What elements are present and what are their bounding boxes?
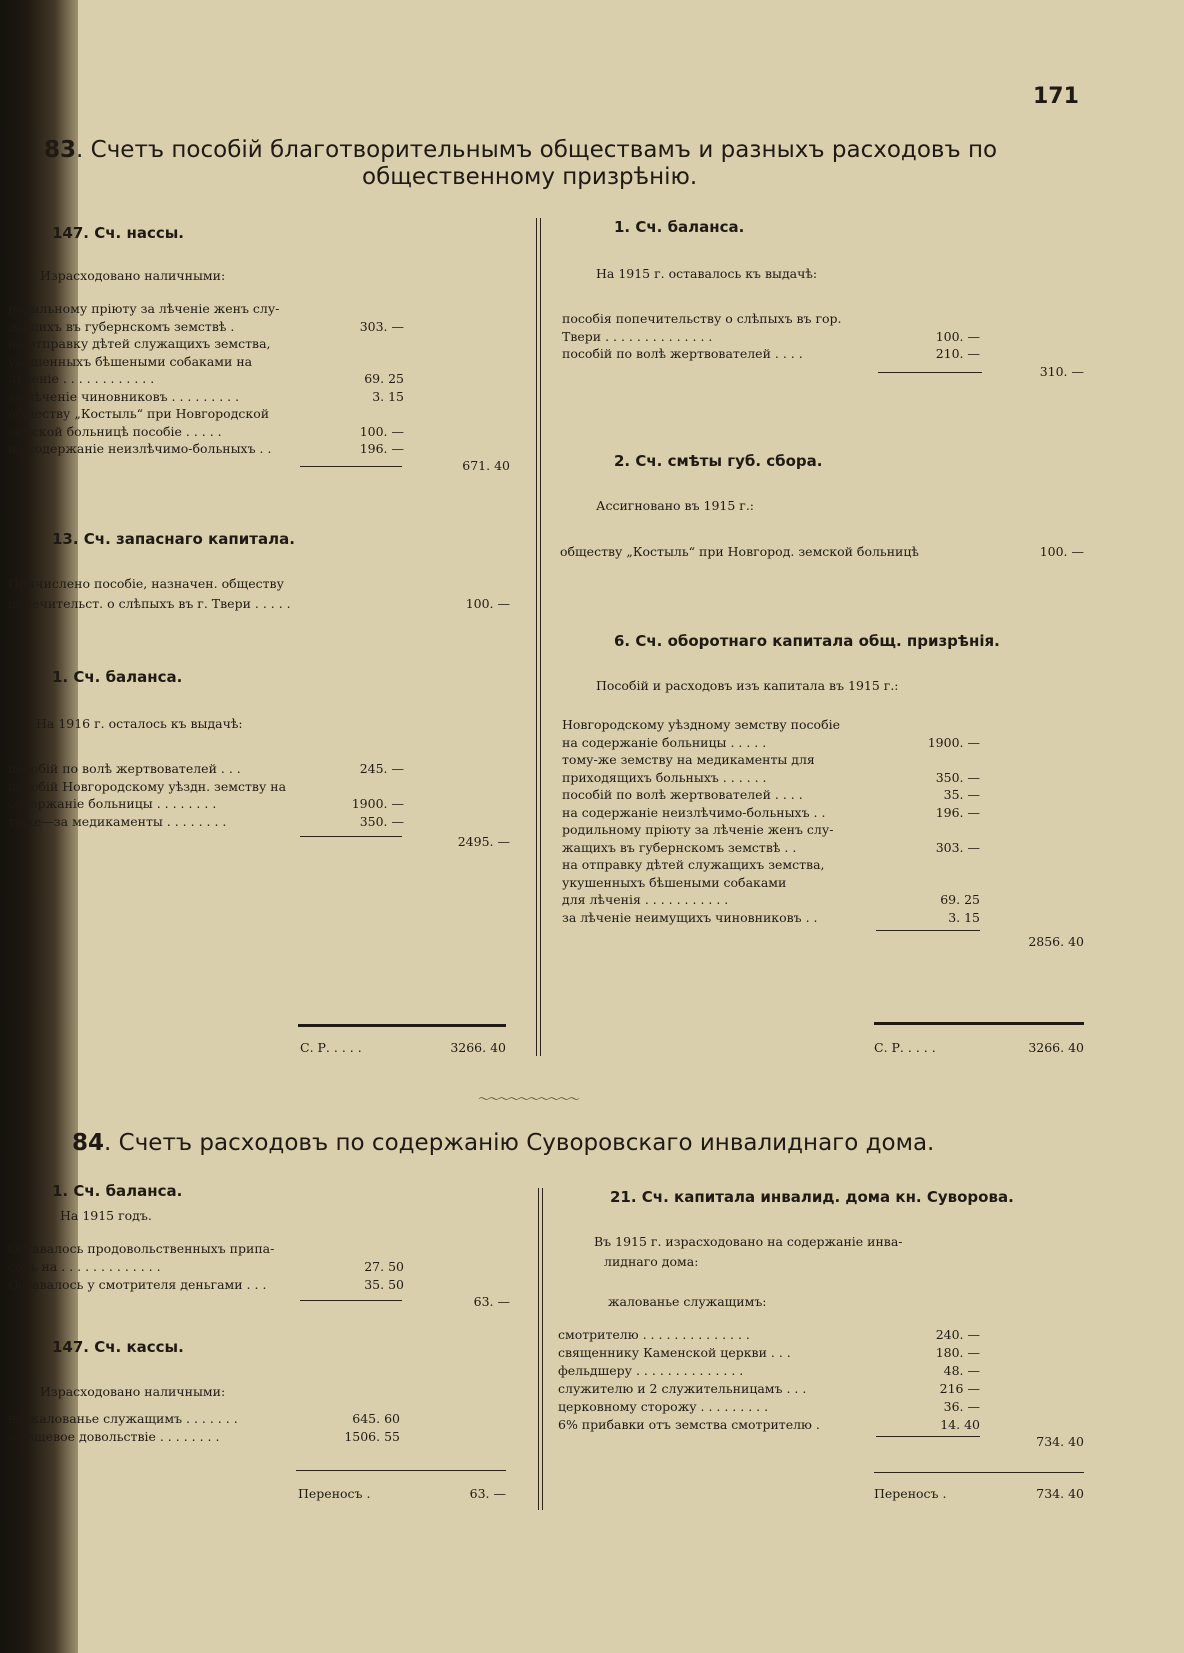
- ledger-row-text: за лѣченіе чиновниковъ . . . . . . . . .: [8, 388, 240, 404]
- acct-147-heading: 147. Сч. нассы.: [52, 224, 184, 242]
- ledger-row-amount: 35. 50: [364, 1277, 404, 1292]
- ledger-row-amount: 48. —: [943, 1363, 980, 1378]
- ledger-row-text: жащихъ въ губернскомъ земствѣ .: [8, 318, 235, 334]
- ledger-row-amount: 35. —: [943, 787, 980, 802]
- ledger-row-text: 6% прибавки отъ земства смотрителю .: [558, 1417, 820, 1432]
- r-acct-2-intro: Ассигновано въ 1915 г.:: [596, 498, 755, 513]
- ledger-row-text: тому-же земству на медикаменты для: [562, 752, 815, 767]
- ledger-row-text: на содержаніе неизлѣчимо-больныхъ . .: [8, 441, 272, 456]
- ledger-row-amount: 1506. 55: [344, 1429, 400, 1444]
- sum-rule: [298, 1024, 506, 1027]
- ledger-row-amount: 100. —: [935, 328, 980, 344]
- r-acct-2-heading: 2. Сч. смѣты губ. сбора.: [614, 452, 823, 470]
- left-sum-label: С. Р. . . . .: [300, 1040, 362, 1055]
- ledger-row-amount: 196. —: [935, 804, 980, 820]
- ledger-row-amount: 100. —: [359, 423, 404, 439]
- r-acct-1-heading: 1. Сч. баланса.: [614, 218, 745, 236]
- ledger-row-text: жащихъ въ губернскомъ земствѣ . .: [562, 839, 797, 855]
- ledger-row-text: на жалованье служащимъ . . . . . . .: [8, 1411, 238, 1426]
- ledger-row-text: смотрителю . . . . . . . . . . . . . .: [558, 1327, 750, 1342]
- subtotal-rule: [878, 372, 982, 373]
- right-sum-label: С. Р. . . . .: [874, 1040, 936, 1055]
- s84-acct-21-sub: жалованье служащимъ:: [608, 1294, 767, 1309]
- ledger-row-text: пособій по волѣ жертвователей . . . .: [562, 346, 803, 361]
- ledger-row-amount: 3. 15: [948, 909, 980, 925]
- ledger-row-text: лѣченіе . . . . . . . . . . . .: [8, 371, 155, 386]
- column-divider: [536, 218, 537, 1056]
- acct-1-heading: 1. Сч. баланса.: [52, 668, 183, 686]
- ledger-row-text: фельдшеру . . . . . . . . . . . . . .: [558, 1363, 744, 1378]
- ledger-row-text: на содержаніе неизлѣчимо-больныхъ . .: [562, 804, 826, 820]
- ledger-row-amount: 1900. —: [927, 734, 980, 750]
- r-acct-6-total: 2856. 40: [1028, 934, 1084, 949]
- section-83-title-line1: Счетъ пособій благотворительнымъ обществамъ и разныхъ расходовъ по: [90, 137, 998, 163]
- section-83-number: 83: [44, 137, 77, 163]
- ledger-row-text: на отправку дѣтей служащихъ земства,: [562, 857, 825, 872]
- column-divider: [542, 1188, 543, 1510]
- ledger-row-text: пособія попечительству о слѣпыхъ въ гор.: [562, 311, 842, 326]
- s84-acct-21-total: 734. 40: [1036, 1434, 1084, 1449]
- ledger-row-text: содержаніе больницы . . . . . . . .: [8, 796, 217, 811]
- ledger-row-amount: 196. —: [359, 441, 404, 456]
- r-acct-6-heading: 6. Сч. оборотнаго капитала общ. призрѣнія.: [614, 632, 1000, 650]
- r-acct-1-intro: На 1915 г. оставалось къ выдачѣ:: [596, 266, 818, 281]
- left-carry-value: 63. —: [469, 1486, 506, 1501]
- ledger-row-amount: 216 —: [939, 1381, 980, 1396]
- acct-13-heading: 13. Сч. запаснаго капитала.: [52, 530, 295, 548]
- left-sum-value: 3266. 40: [450, 1040, 506, 1055]
- ledger-row-amount: 69. 25: [364, 371, 404, 386]
- subtotal-rule: [876, 930, 980, 931]
- carry-rule: [296, 1470, 506, 1471]
- ledger-row-text: укушенныхъ бѣшеными собаками на: [8, 353, 253, 369]
- ledger-row-text: Оставалось у смотрителя деньгами . . .: [8, 1277, 267, 1292]
- carry-rule: [874, 1472, 1084, 1473]
- ledger-row-text: для лѣченія . . . . . . . . . . .: [562, 892, 729, 907]
- subtotal-rule: [300, 466, 402, 467]
- page-number: 171: [1033, 84, 1079, 109]
- right-carry-label: Переносъ .: [874, 1486, 947, 1501]
- ledger-row-amount: 14. 40: [940, 1417, 980, 1432]
- ledger-row-text: на содержаніе больницы . . . . .: [562, 734, 767, 750]
- column-divider: [538, 1188, 539, 1510]
- right-sum-value: 3266. 40: [1028, 1040, 1084, 1055]
- s84-acct-147-heading: 147. Сч. кассы.: [52, 1338, 184, 1356]
- ledger-row-text: тоже—за медикаменты . . . . . . . .: [8, 813, 227, 829]
- ledger-row-amount: 350. —: [935, 769, 980, 785]
- ledger-row-text: Новгородскому уѣздному земству пособіе: [562, 717, 840, 732]
- ledger-row-amount: 180. —: [935, 1345, 980, 1360]
- acct-147-total: 671. 40: [462, 458, 510, 473]
- right-carry-value: 734. 40: [1036, 1486, 1084, 1501]
- ledger-row-amount: 645. 60: [352, 1411, 400, 1426]
- ledger-row-amount: 303. —: [935, 839, 980, 855]
- acct-13-amount: 100. —: [465, 596, 510, 611]
- acct-13-line2: попечительст. о слѣпыхъ въ г. Твери . . . . .: [8, 596, 291, 611]
- s84-acct-1-intro: На 1915 годъ.: [60, 1208, 152, 1223]
- ledger-row-text: совъ на . . . . . . . . . . . . .: [8, 1259, 161, 1274]
- ledger-row-amount: 240. —: [935, 1327, 980, 1342]
- acct-1-total: 2495. —: [457, 834, 510, 849]
- ledger-row-amount: 350. —: [359, 813, 404, 829]
- ledger-row-text: укушенныхъ бѣшеными собаками: [562, 874, 787, 890]
- s84-acct-21-intro1: Въ 1915 г. израсходовано на содержаніе инва-: [594, 1234, 903, 1249]
- ledger-row-text: Твери . . . . . . . . . . . . . .: [562, 328, 713, 344]
- ledger-row-amount: 27. 50: [364, 1259, 404, 1274]
- subtotal-rule: [300, 1300, 402, 1301]
- column-divider: [540, 218, 541, 1056]
- ledger-row-text: обществу „Костыль“ при Новгородской: [8, 406, 270, 421]
- ledger-row-amount: 1900. —: [351, 796, 404, 811]
- section-84-title-text: Счетъ расходовъ по содержанію Суворовскаго инвалиднаго дома.: [118, 1130, 935, 1156]
- ledger-row-text: пособій Новгородскому уѣздн. земству на: [8, 778, 287, 794]
- left-carry-label: Переносъ .: [298, 1486, 371, 1501]
- ledger-row-amount: 303. —: [359, 318, 404, 334]
- acct-1-intro: На 1916 г. осталось къ выдачѣ:: [36, 716, 243, 731]
- ledger-row-text: земской больницѣ пособіе . . . . .: [8, 423, 222, 439]
- section-83-title-line2: общественному призрѣнію.: [362, 164, 698, 190]
- ledger-row-text: приходящихъ больныхъ . . . . . .: [562, 769, 767, 785]
- acct-13-line1: Причислено пособіе, назначен. обществу: [8, 576, 284, 591]
- ledger-row-amount: 245. —: [359, 761, 404, 776]
- ledger-row-text: пособій по волѣ жертвователей . . . .: [562, 787, 803, 802]
- ledger-row-text: Оставалось продовольственныхъ припа-: [8, 1241, 275, 1256]
- section-84-title: 84. Счетъ расходовъ по содержанію Суворовскаго инвалиднаго дома.: [72, 1130, 935, 1156]
- s84-acct-21-intro2: лиднаго дома:: [604, 1254, 699, 1269]
- sum-rule: [874, 1022, 1084, 1025]
- section-83-title: 83. Счетъ пособій благотворительнымъ обществамъ и разныхъ расходовъ по: [44, 137, 998, 163]
- ledger-row-amount: 69. 25: [940, 892, 980, 907]
- s84-acct-21-heading: 21. Сч. капитала инвалид. дома кн. Суворова.: [610, 1188, 1014, 1206]
- ledger-row-text: церковному сторожу . . . . . . . . .: [558, 1399, 769, 1414]
- r-acct-1-total: 310. —: [1039, 364, 1084, 379]
- ledger-row-text: » вещевое довольствіе . . . . . . . .: [8, 1429, 220, 1444]
- section-84-number: 84: [72, 1130, 105, 1156]
- ledger-row-amount: 36. —: [943, 1399, 980, 1414]
- ledger-row-text: священнику Каменской церкви . . .: [558, 1345, 791, 1360]
- ledger-row-text: на отправку дѣтей служащихъ земства,: [8, 336, 271, 351]
- ledger-row-text: родильному пріюту за лѣченіе женъ слу-: [562, 822, 834, 837]
- r-acct-2-line: обществу „Костыль“ при Новгород. земской больницѣ: [560, 544, 919, 559]
- ledger-row-text: пособій по волѣ жертвователей . . .: [8, 761, 241, 776]
- s84-acct-1-heading: 1. Сч. баланса.: [52, 1182, 183, 1200]
- ledger-row-text: за лѣченіе неимущихъ чиновниковъ . .: [562, 909, 818, 925]
- subtotal-rule: [300, 836, 402, 837]
- r-acct-6-intro: Пособій и расходовъ изъ капитала въ 1915 г.:: [596, 678, 899, 693]
- ledger-row-text: родильному пріюту за лѣченіе женъ слу-: [8, 301, 280, 316]
- acct-147-intro: Израсходовано наличными:: [40, 268, 226, 283]
- section-separator: ～～～～～～～～～～: [478, 1092, 579, 1106]
- ledger-row-text: служителю и 2 служительницамъ . . .: [558, 1381, 807, 1396]
- s84-acct-147-intro: Израсходовано наличными:: [40, 1384, 226, 1399]
- ledger-row-amount: 3. 15: [372, 388, 404, 404]
- subtotal-rule: [876, 1436, 980, 1437]
- ledger-row-amount: 210. —: [935, 346, 980, 361]
- s84-acct-1-total: 63. —: [473, 1294, 510, 1309]
- r-acct-2-amount: 100. —: [1039, 544, 1084, 559]
